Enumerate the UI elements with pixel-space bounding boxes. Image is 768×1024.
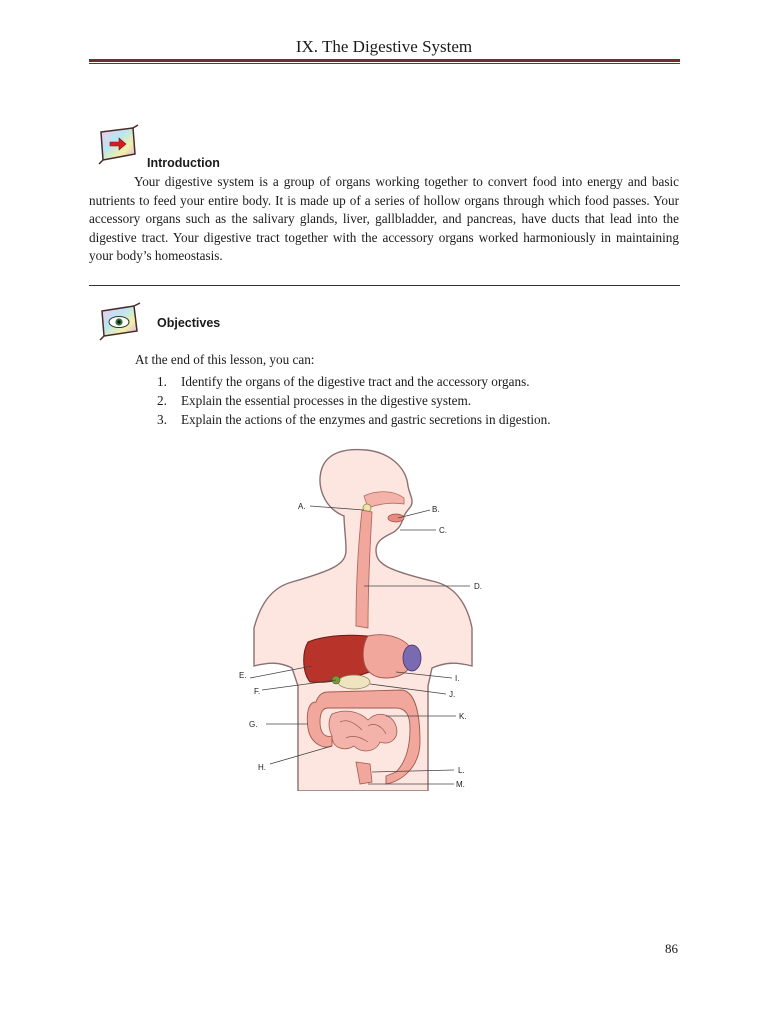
page-number: 86: [665, 941, 678, 956]
objectives-list: [135, 372, 551, 429]
introduction-body: Your digestive system is a group of organs working together to convert food into energy and basic nutrients to feed your entire body. It is made up of a series of hollow organs through which food passes. Your accessory organs such as the salivary glands, liver, gallbladder, and pancreas, have ducts that lead into the digestive tract. Your digestive tract together with the accessory organs worked harmoniously in maintaining your body’s homeostasis.: [89, 174, 679, 264]
diagram-label-e: E.: [239, 671, 247, 680]
diagram-label-m: M.: [456, 780, 465, 789]
tongue: [388, 514, 404, 522]
section-divider: [89, 285, 680, 286]
diagram-label-a: A.: [298, 502, 306, 511]
eye-sign-icon: [97, 302, 143, 342]
list-item: 2. Explain the essential processes in the digestive system.: [157, 393, 472, 408]
objectives-heading: Objectives: [157, 316, 221, 330]
diagram-label-h: H.: [258, 763, 266, 772]
diagram-label-d: D.: [474, 582, 482, 591]
diagram-label-j: J.: [449, 690, 456, 699]
introduction-heading: Introduction: [147, 156, 220, 170]
arrow-sign-icon: [95, 124, 141, 166]
objectives-lead: At the end of this lesson, you can:: [135, 352, 315, 367]
diagram-label-k: K.: [459, 712, 467, 721]
diagram-label-f: F.: [254, 687, 261, 696]
page-header-title: IX. The Digestive System: [295, 37, 473, 56]
header-rule-thick: [89, 59, 680, 62]
diagram-label-g: G.: [249, 720, 258, 729]
digestive-system-diagram: [236, 446, 486, 791]
list-item: 3. Explain the actions of the enzymes and gastric secretions in digestion.: [157, 412, 551, 427]
spleen: [403, 645, 421, 671]
diagram-label-l: L.: [458, 766, 465, 775]
diagram-label-c: C.: [439, 526, 447, 535]
diagram-label-i: I.: [455, 674, 460, 683]
diagram-label-b: B.: [432, 505, 440, 514]
pancreas: [338, 675, 370, 689]
header-rule-thin: [89, 63, 680, 64]
list-item: 1. Identify the organs of the digestive tract and the accessory organs.: [157, 374, 530, 389]
